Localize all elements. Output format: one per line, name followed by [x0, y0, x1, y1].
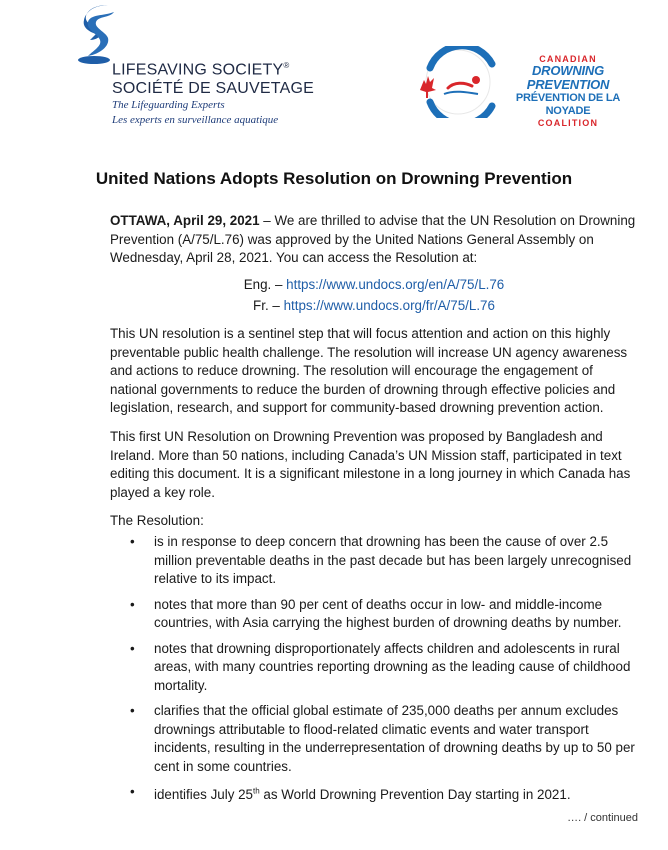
continued-note: …. / continued	[567, 812, 638, 824]
link-fr-row	[0, 297, 668, 316]
resolution-list	[110, 533, 640, 812]
link-eng-label: Eng. –	[243, 277, 287, 292]
link-eng[interactable]: https://www.undocs.org/en/A/75/L.76	[286, 277, 505, 292]
list-item	[110, 640, 640, 696]
list-item	[110, 702, 640, 776]
ls-tagline-fr: Les experts en surveillance aquatique	[112, 114, 279, 126]
ls-tagline-en: The Lifeguarding Experts	[112, 99, 225, 111]
list-item-text: notes that drowning disproportionately affects children and adolescents in rural areas, with many countries reporting drowning as the leading cause of childhood mortality.	[154, 640, 631, 693]
bullet-icon: •	[130, 703, 135, 718]
paragraph-sentinel: This UN resolution is a sentinel step that will focus attention and action on this highly preventable public health challenge. The resolution will increase UN agency awareness and actions to reduce drowning. The resolution will encourage the engagement of national governments to reduce the burden of drowning through effective policies and legislation, research, and support for community-based drowning prevention action.	[110, 326, 628, 415]
list-item	[110, 596, 640, 633]
cdpc-line-drowning-prevention: DROWNING PREVENTION	[526, 63, 610, 92]
list-item	[110, 783, 640, 805]
lifesaving-society-tagline	[112, 98, 278, 128]
intro-paragraph	[110, 212, 640, 268]
cdpc-logo-icon	[414, 46, 498, 118]
link-fr[interactable]: https://www.undocs.org/fr/A/75/L.76	[283, 298, 495, 313]
cdpc-line-prevention-noyade: PRÉVENTION DE LA NOYADE	[515, 92, 621, 117]
last-bullet-pre: identifies July 25	[154, 787, 253, 803]
bullet-icon: •	[130, 640, 135, 656]
list-item-text	[154, 787, 571, 802]
resolution-heading: The Resolution:	[110, 513, 204, 528]
ls-name-en: LIFESAVING SOCIETY	[112, 61, 284, 79]
intro-text: – We are thrilled to advise that the UN Resolution on Drowning Prevention (A/75/L.76) was approved by the United Nations General Assembly on Wednesday, April 28, 2021. You can access the Resolution at:	[110, 213, 636, 265]
ls-name-fr: SOCIÉTÉ DE SAUVETAGE	[112, 80, 314, 98]
cdpc-line-canadian: CANADIAN	[539, 54, 597, 64]
link-eng-row	[0, 276, 668, 295]
list-item-text: is in response to deep concern that drowning has been the cause of over 2.5 million preventable deaths in the past decade but has been largely unrecognised relative to its impact.	[154, 534, 632, 586]
bullet-icon: •	[130, 534, 135, 549]
link-fr-label: Fr. –	[253, 298, 284, 313]
cdpc-line-coalition: COALITION	[537, 118, 599, 128]
paragraph-proposal: This first UN Resolution on Drowning Prevention was proposed by Bangladesh and Ireland. More than 50 nations, including Canada’s UN Mission staff, participated in text editing this document. It is a significant milestone in a long journey in which Canada has played a key role.	[110, 429, 631, 500]
page-title: United Nations Adopts Resolution on Drowning Prevention	[95, 169, 573, 188]
list-item	[110, 533, 640, 589]
last-bullet-post: as World Drowning Prevention Day starting in 2021.	[259, 787, 571, 803]
dateline: OTTAWA, April 29, 2021	[110, 213, 260, 228]
bullet-icon: •	[130, 596, 135, 612]
cdpc-name	[493, 54, 643, 128]
list-item-text: notes that more than 90 per cent of deaths occur in low- and middle-income countries, with Asia carrying the highest burden of drowning deaths by number.	[154, 596, 622, 630]
list-item-text: clarifies that the official global estimate of 235,000 deaths per annum excludes drownings attributable to flood-related climatic events and water transport incidents, resulting in the underrepresentation of drowning deaths by up to 50 per cent in some countries.	[154, 703, 635, 774]
registered-mark: ®	[283, 61, 290, 70]
bullet-icon: •	[130, 784, 135, 799]
lifesaving-society-name	[112, 56, 314, 98]
ordinal-suffix: th	[253, 787, 260, 796]
